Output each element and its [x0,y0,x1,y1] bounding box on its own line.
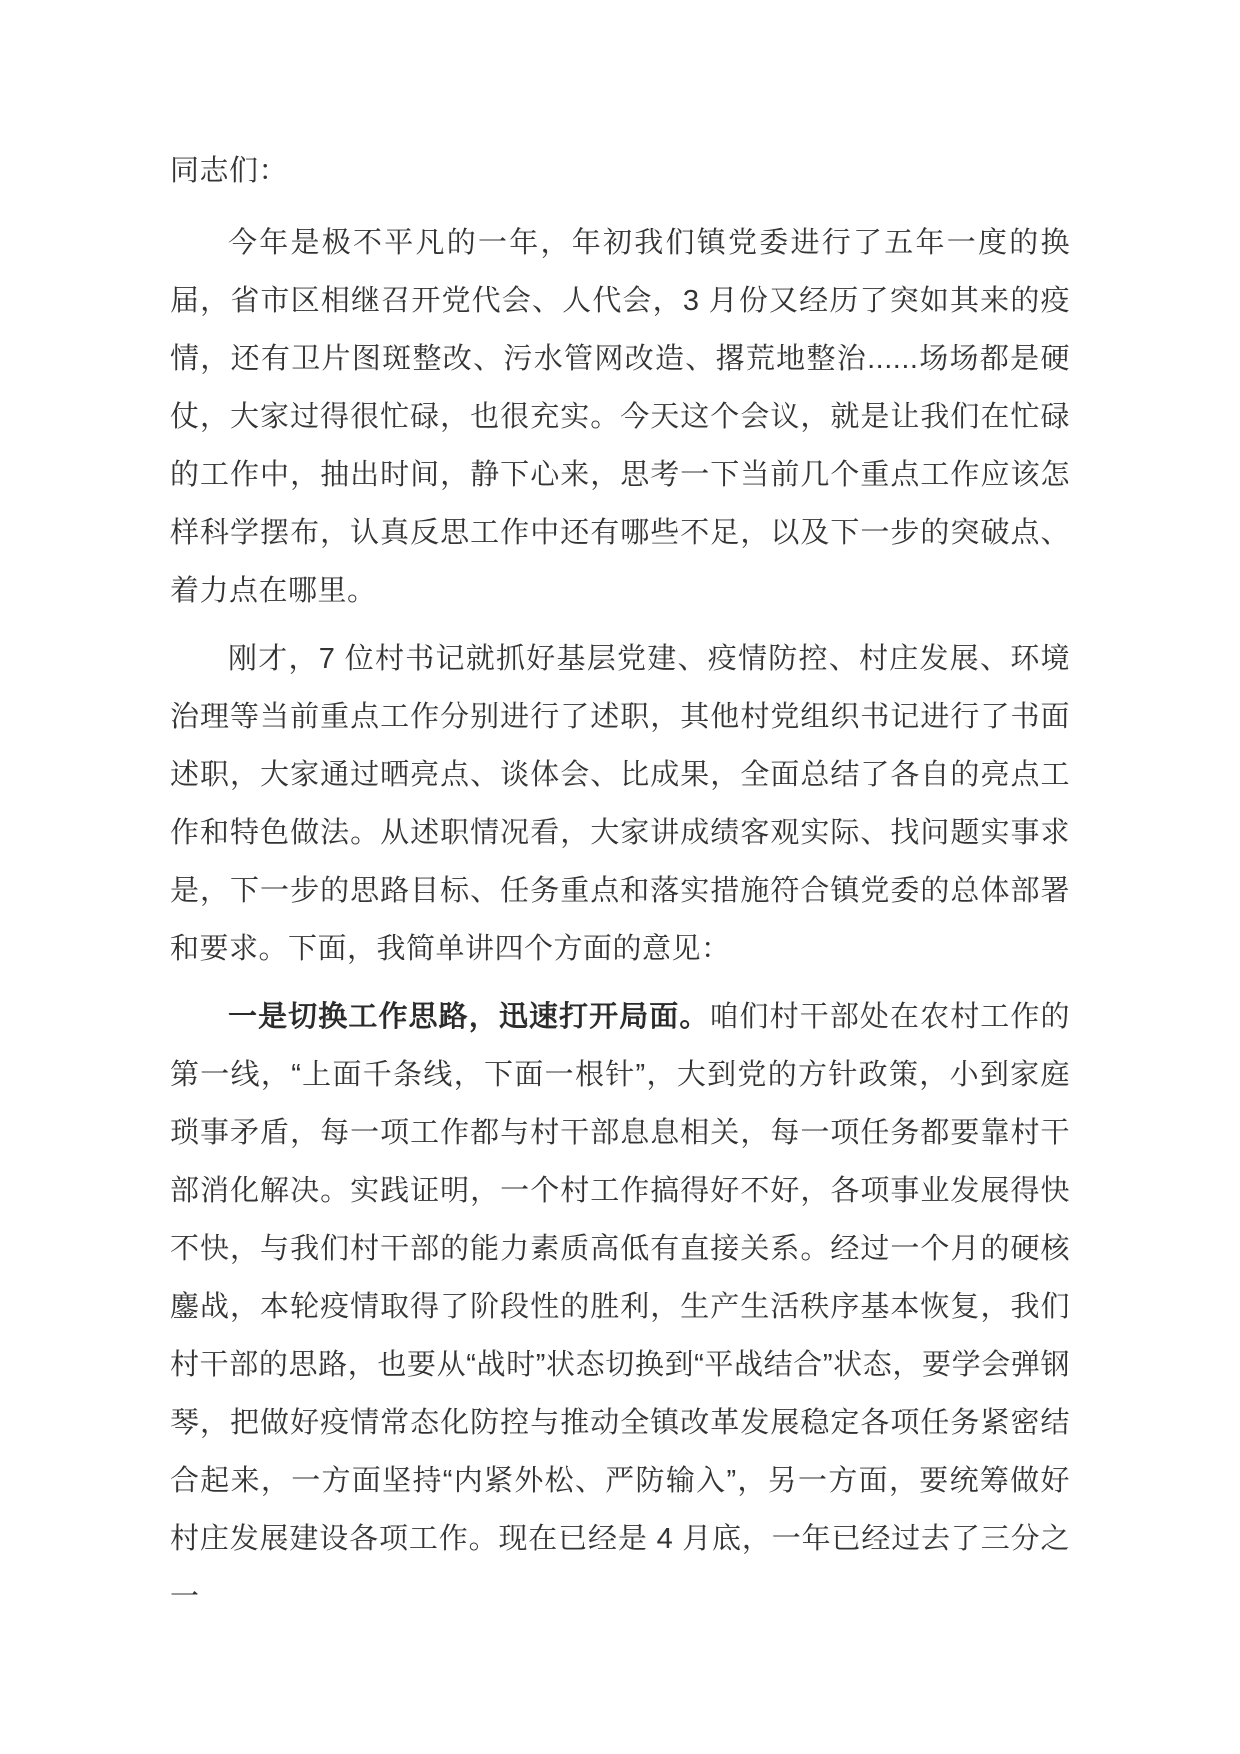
paragraph-3: 一是切换工作思路，迅速打开局面。咱们村干部处在农村工作的第一线，“上面千条线，下面一根针”，大到党的方针政策，小到家庭琐事矛盾，每一项工作都与村干部息息相关，每一项任务都要靠村干部消化解决。实践证明，一个村工作搞得好不好，各项事业发展得快不快，与我们村干部的能力素质高低有直接关系。经过一个月的硬核鏖战，本轮疫情取得了阶段性的胜利，生产生活秩序基本恢复，我们村干部的思路，也要从“战时”状态切换到“平战结合”状态，要学会弹钢琴，把做好疫情常态化防控与推动全镇改革发展稳定各项任务紧密结合起来，一方面坚持“内紧外松、严防输入”，另一方面，要统筹做好村庄发展建设各项工作。现在已经是 4 月底，一年已经过去了三分之一 [170,1001,1070,1613]
paragraph-2: 刚才，7 位村书记就抓好基层党建、疫情防控、村庄发展、环境治理等当前重点工作分别进行了述职，其他村党组织书记进行了书面述职，大家通过晒亮点、谈体会、比成果，全面总结了各自的亮点工作和特色做法。从述职情况看，大家讲成绩客观实际、找问题实事求是，下一步的思路目标、任务重点和落实措施符合镇党委的总体部署和要求。下面，我简单讲四个方面的意见： [170,643,1070,965]
paragraph-1: 今年是极不平凡的一年，年初我们镇党委进行了五年一度的换届，省市区相继召开党代会、人代会，3 月份又经历了突如其来的疫情，还有卫片图斑整改、污水管网改造、撂荒地整治......场场都是硬仗，大家过得很忙碌，也很充实。今天这个会议，就是让我们在忙碌的工作中，抽出时间，静下心来，思考一下当前几个重点工作应该怎样科学摆布，认真反思工作中还有哪些不足，以及下一步的突破点、着力点在哪里。 [170,227,1070,607]
paragraph-lead-bold: 一是切换工作思路，迅速打开局面。 [228,1001,710,1033]
salutation: 同志们： [170,155,289,187]
document-body [170,142,1070,1626]
